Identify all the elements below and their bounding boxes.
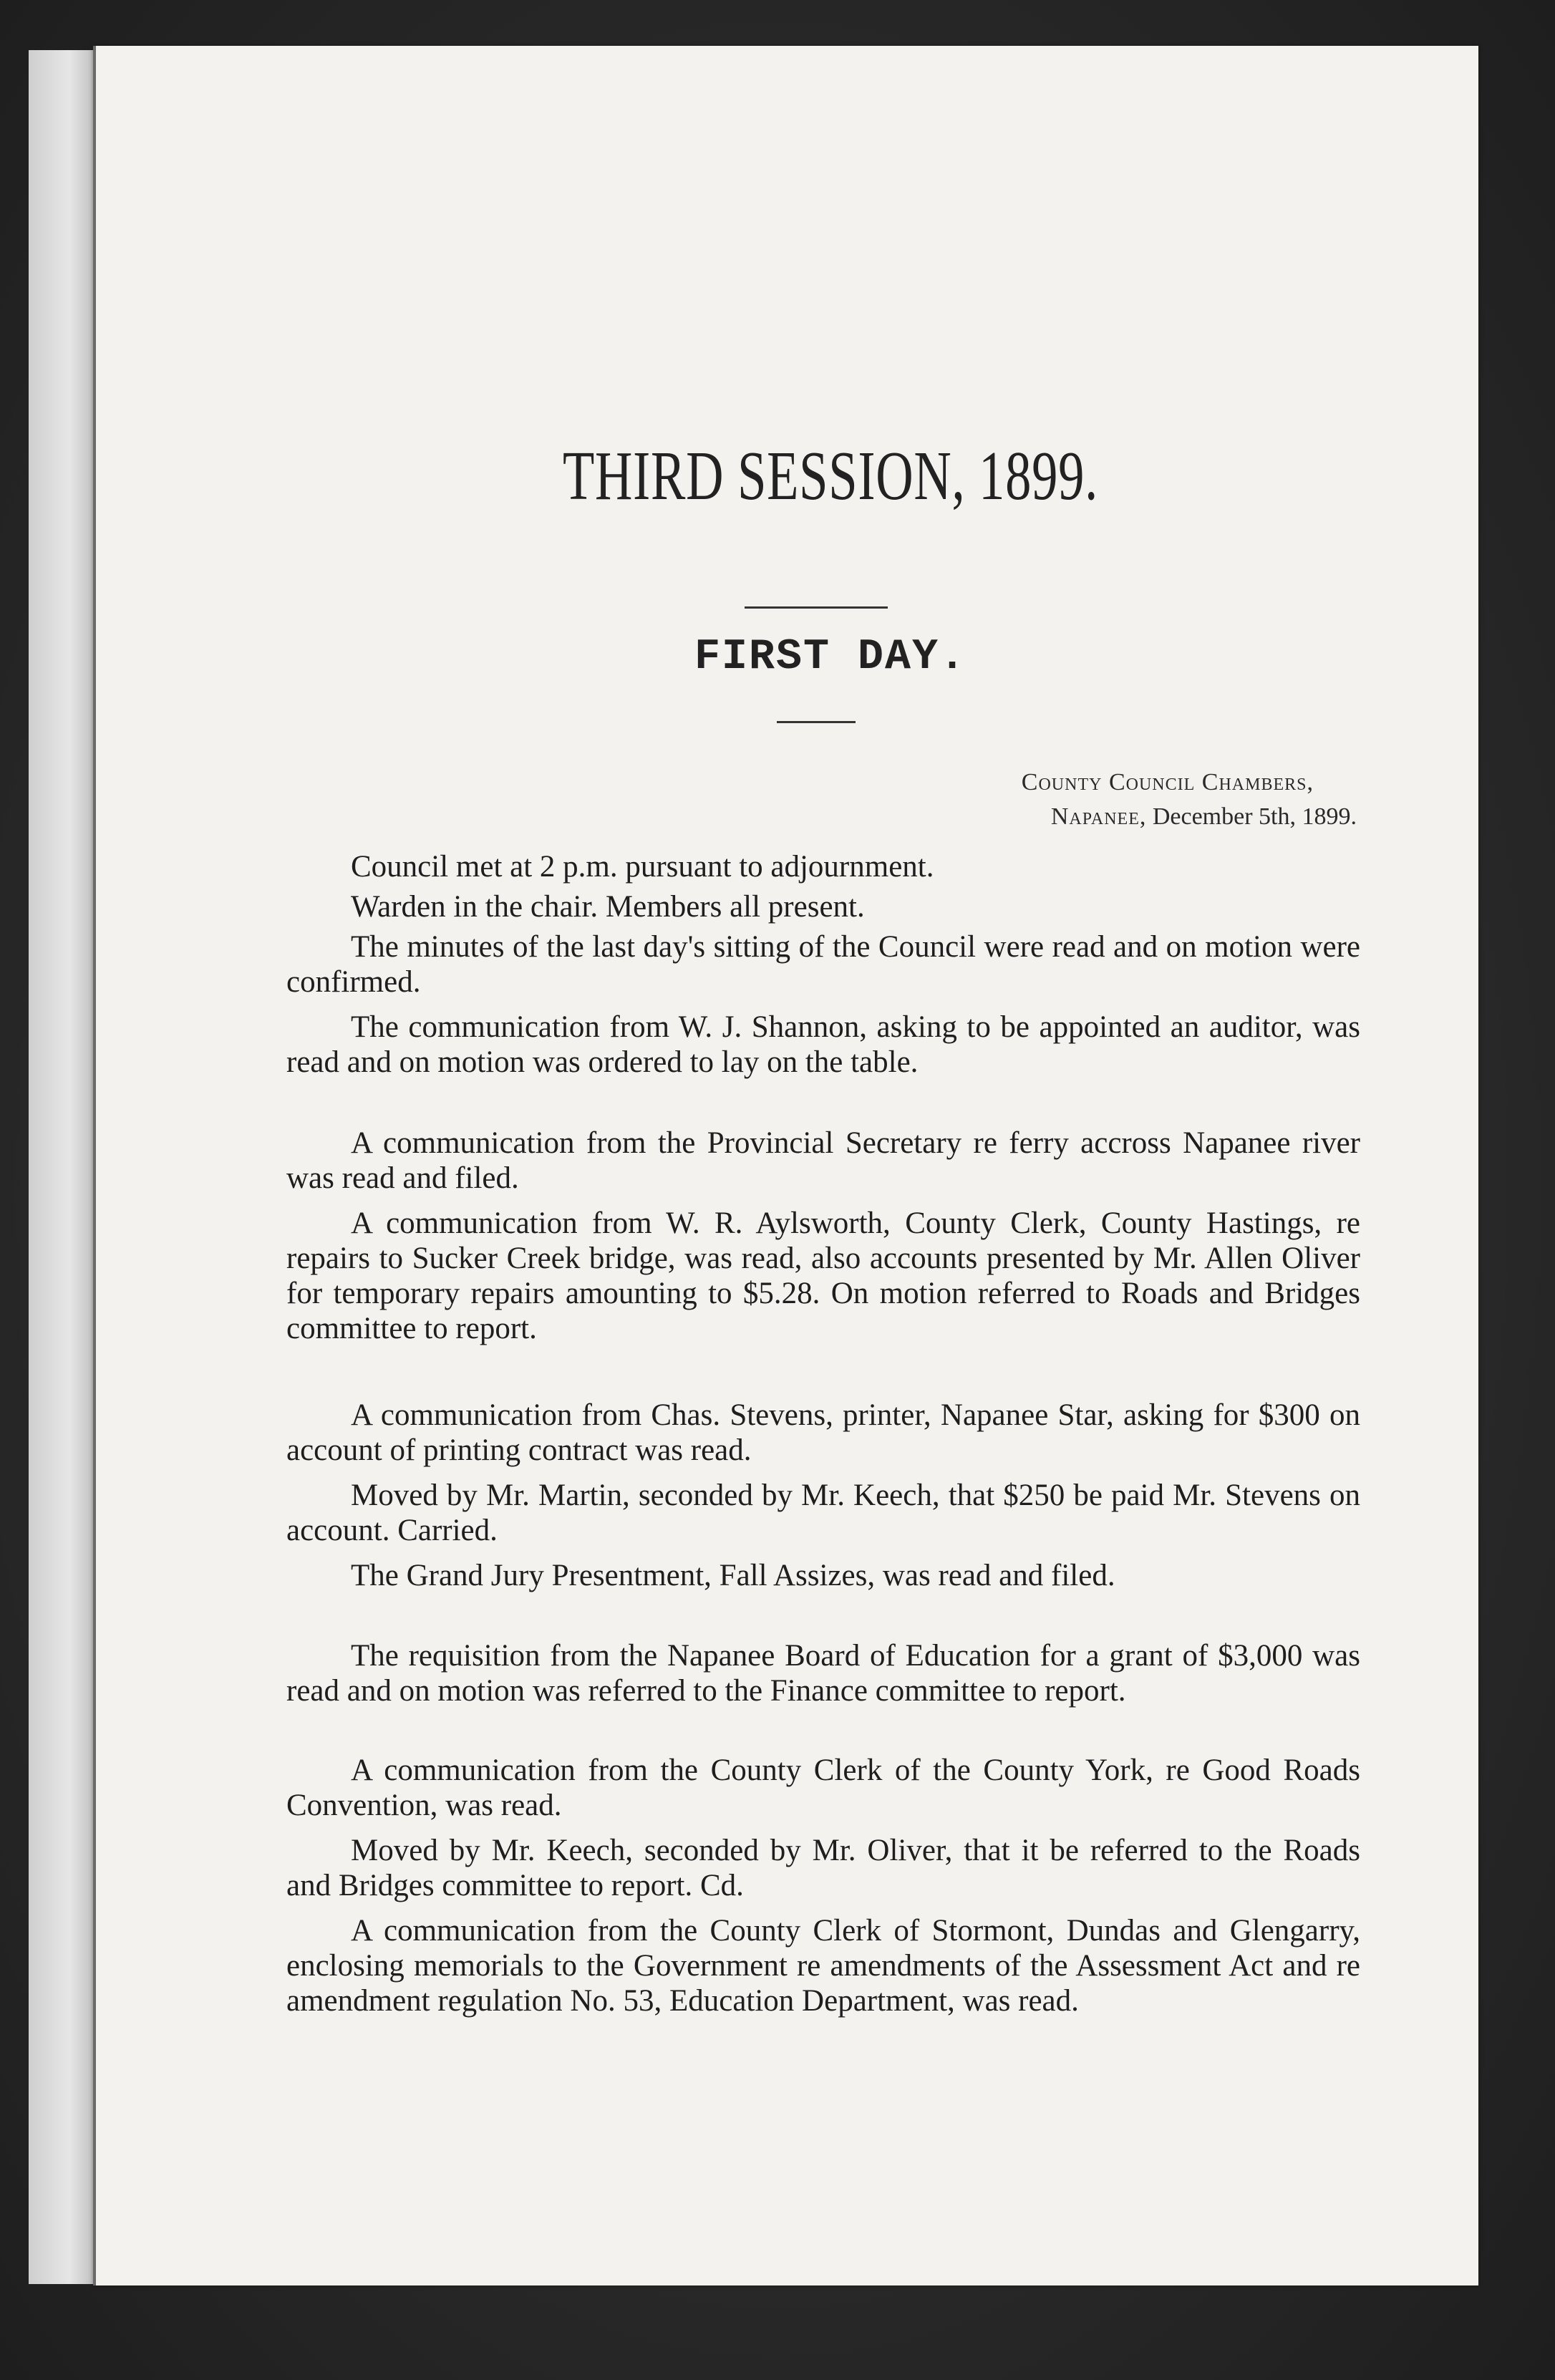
- minutes-paragraph: The requisition from the Napanee Board of Education for a grant of $3,000 was read and on motion was referred to the Finance committee to report.: [286, 1639, 1360, 1708]
- minutes-paragraph: A communication from the Provincial Secretary re ferry accross Napanee river was read and filed.: [286, 1126, 1360, 1195]
- minutes-paragraph: Council met at 2 p.m. pursuant to adjournment.: [351, 850, 934, 884]
- title-divider: [745, 606, 888, 609]
- minutes-paragraph: The communication from W. J. Shannon, asking to be appointed an auditor, was read and on motion was ordered to lay on the table.: [286, 1010, 1360, 1079]
- minutes-paragraph: Warden in the chair. Members all present.: [351, 890, 865, 924]
- minutes-paragraph: A communication from W. R. Aylsworth, County Clerk, County Hastings, re repairs to Sucker Creek bridge, was read, also accounts presented by Mr. Allen Oliver for temporary repairs amounting to $5.28. On motion referred to Roads and Bridges committee to report.: [286, 1206, 1360, 1345]
- minutes-paragraph: The Grand Jury Presentment, Fall Assizes, was read and filed.: [351, 1559, 1115, 1592]
- minutes-paragraph: Moved by Mr. Keech, seconded by Mr. Oliver, that it be referred to the Roads and Bridges committee to report. Cd.: [286, 1834, 1360, 1902]
- day-title: FIRST DAY.: [694, 633, 967, 682]
- dateline-date-text: December 5th, 1899.: [1152, 803, 1357, 830]
- minutes-paragraph: A communication from the County Clerk of Stormont, Dundas and Glengarry, enclosing memorials to the Government re amendments of the Assessment Act and re amendment regulation No. 53, Education Department, was read.: [286, 1914, 1360, 2018]
- page-fold-line: [93, 46, 96, 2285]
- previous-page-edge: [29, 50, 97, 2284]
- minutes-paragraph: The minutes of the last day's sitting of the Council were read and on motion were confirmed.: [286, 930, 1360, 999]
- minutes-paragraph: Moved by Mr. Martin, seconded by Mr. Keech, that $250 be paid Mr. Stevens on account. Carried.: [286, 1479, 1360, 1547]
- minutes-paragraph: A communication from Chas. Stevens, printer, Napanee Star, asking for $300 on account of printing contract was read.: [286, 1398, 1360, 1467]
- document-page: [93, 46, 1478, 2285]
- dateline-place: [286, 769, 1357, 796]
- minutes-paragraph: A communication from the County Clerk of the County York, re Good Roads Convention, was read.: [286, 1753, 1360, 1822]
- dateline-date: [286, 803, 1357, 831]
- dateline-place-text: County Council Chambers,: [1021, 769, 1314, 795]
- dateline-town: Napanee,: [1050, 803, 1147, 830]
- session-title: THIRD SESSION, 1899.: [562, 437, 1099, 515]
- day-divider: [777, 721, 856, 723]
